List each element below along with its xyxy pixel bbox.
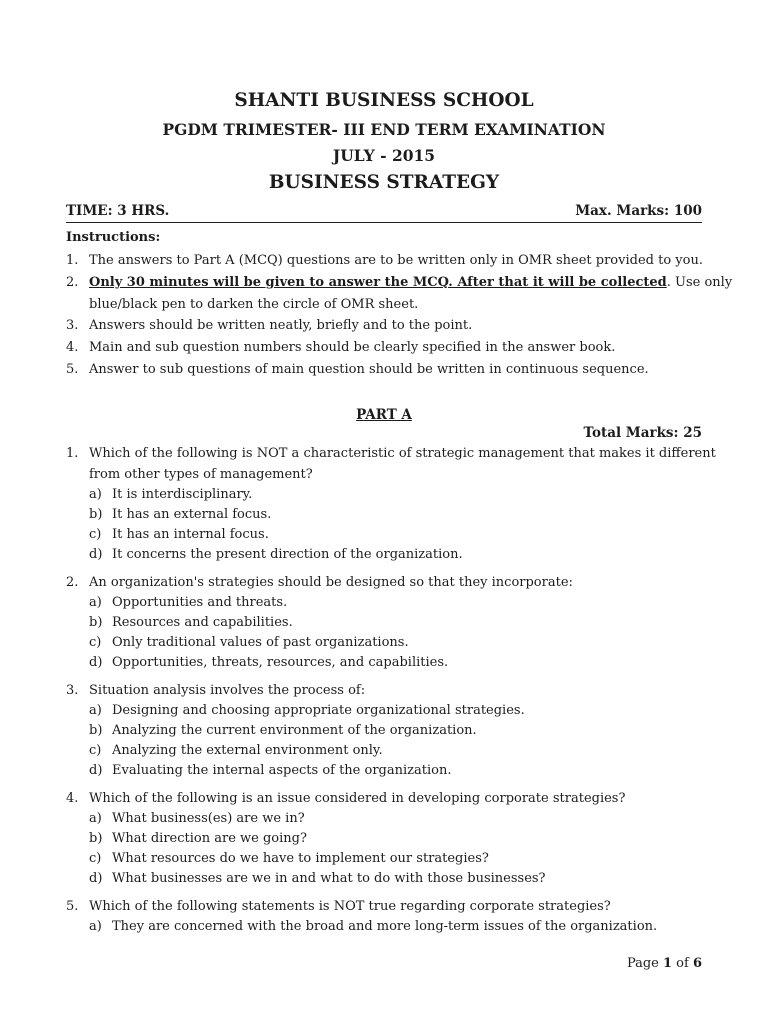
question-number: 5. [66,899,79,914]
option-text: Analyzing the current environment of the organization. [112,723,477,738]
question-text: An organization's strategies should be designed so that they incorporate: [89,575,573,590]
question-text-continued: from other types of management? [89,467,313,482]
page-prefix: Page [626,956,663,971]
instruction-number: 1. [66,253,79,268]
instruction-number: 4. [66,340,79,355]
option-letter: a) [89,919,102,934]
answer-option [89,595,287,610]
option-letter: c) [89,851,102,866]
option-text: It has an internal focus. [112,527,269,542]
answer-option [89,487,252,502]
instruction-number: 3. [66,318,79,333]
answer-option [89,871,546,886]
option-letter: a) [89,811,102,826]
answer-option [89,655,448,670]
answer-option [89,743,383,758]
part-title: PART A [356,407,412,423]
answer-option [89,811,305,826]
total-marks: Total Marks: 25 [583,425,702,441]
max-marks: Max. Marks: 100 [575,203,702,219]
option-letter: d) [89,871,103,886]
option-text: Opportunities and threats. [112,595,288,610]
option-letter: b) [89,723,103,738]
option-text: What business(es) are we in? [112,811,305,826]
instructions-label: Instructions: [66,230,161,245]
instruction-text [89,275,733,290]
option-letter: b) [89,831,103,846]
option-text: Resources and capabilities. [112,615,293,630]
instruction-text: Answers should be written neatly, briefly and to the point. [89,318,473,333]
option-text: It concerns the present direction of the organization. [112,547,463,562]
option-letter: b) [89,507,103,522]
option-text: It has an external focus. [112,507,272,522]
answer-option [89,723,477,738]
total-pages: 6 [692,956,702,971]
option-text: Opportunities, threats, resources, and capabilities. [112,655,449,670]
option-text: Only traditional values of past organizations. [112,635,409,650]
instruction-number: 5. [66,362,79,377]
option-letter: d) [89,547,103,562]
option-letter: a) [89,487,102,502]
answer-option [89,763,451,778]
header-divider [66,222,702,223]
answer-option [89,851,489,866]
option-letter: d) [89,655,103,670]
exam-time: TIME: 3 HRS. [66,203,170,219]
question-number: 3. [66,683,79,698]
option-text: It is interdisciplinary. [112,487,253,502]
instruction-text: Answer to sub questions of main question should be written in continuous sequence. [89,362,649,377]
instruction-number: 2. [66,275,79,290]
answer-option [89,527,269,542]
option-letter: a) [89,595,102,610]
answer-option [89,831,307,846]
question-text: Which of the following statements is NOT true regarding corporate strategies? [89,899,611,914]
answer-option [89,547,463,562]
option-text: Analyzing the external environment only. [112,743,383,758]
instruction-text: Main and sub question numbers should be clearly specified in the answer book. [89,340,616,355]
option-text: What businesses are we in and what to do with those businesses? [112,871,546,886]
option-letter: c) [89,635,102,650]
exam-date: JULY - 2015 [332,146,436,165]
school-name: SHANTI BUSINESS SCHOOL [234,90,534,111]
page-of: of [672,956,693,971]
option-letter: c) [89,527,102,542]
current-page: 1 [663,956,673,971]
option-letter: d) [89,763,103,778]
answer-option [89,703,525,718]
option-text: Evaluating the internal aspects of the organization. [112,763,452,778]
question-text: Situation analysis involves the process of: [89,683,366,698]
question-number: 2. [66,575,79,590]
subject-title: BUSINESS STRATEGY [268,172,500,193]
question-number: 1. [66,446,79,461]
answer-option [89,615,293,630]
exam-meta [66,203,702,223]
option-text: They are concerned with the broad and more long-term issues of the organization. [112,919,658,934]
option-text: What resources do we have to implement our strategies? [112,851,489,866]
option-letter: b) [89,615,103,630]
instruction-emphasis: Only 30 minutes will be given to answer the MCQ. After that it will be collected [89,275,667,290]
page-number [627,956,702,971]
instruction-text: The answers to Part A (MCQ) questions are to be written only in OMR sheet provided to you. [89,253,703,268]
instruction-rest: . Use only [666,275,733,290]
question-text: Which of the following is NOT a characteristic of strategic management that makes it different [89,446,716,461]
question-text: Which of the following is an issue considered in developing corporate strategies? [89,791,626,806]
option-text: Designing and choosing appropriate organizational strategies. [112,703,525,718]
answer-option [89,507,271,522]
question-number: 4. [66,791,79,806]
answer-option [89,919,657,934]
instruction-continuation: blue/black pen to darken the circle of OMR sheet. [89,297,419,312]
option-text: What direction are we going? [112,831,307,846]
exam-title: PGDM TRIMESTER- III END TERM EXAMINATION [162,120,606,139]
option-letter: c) [89,743,102,758]
answer-option [89,635,409,650]
option-letter: a) [89,703,102,718]
